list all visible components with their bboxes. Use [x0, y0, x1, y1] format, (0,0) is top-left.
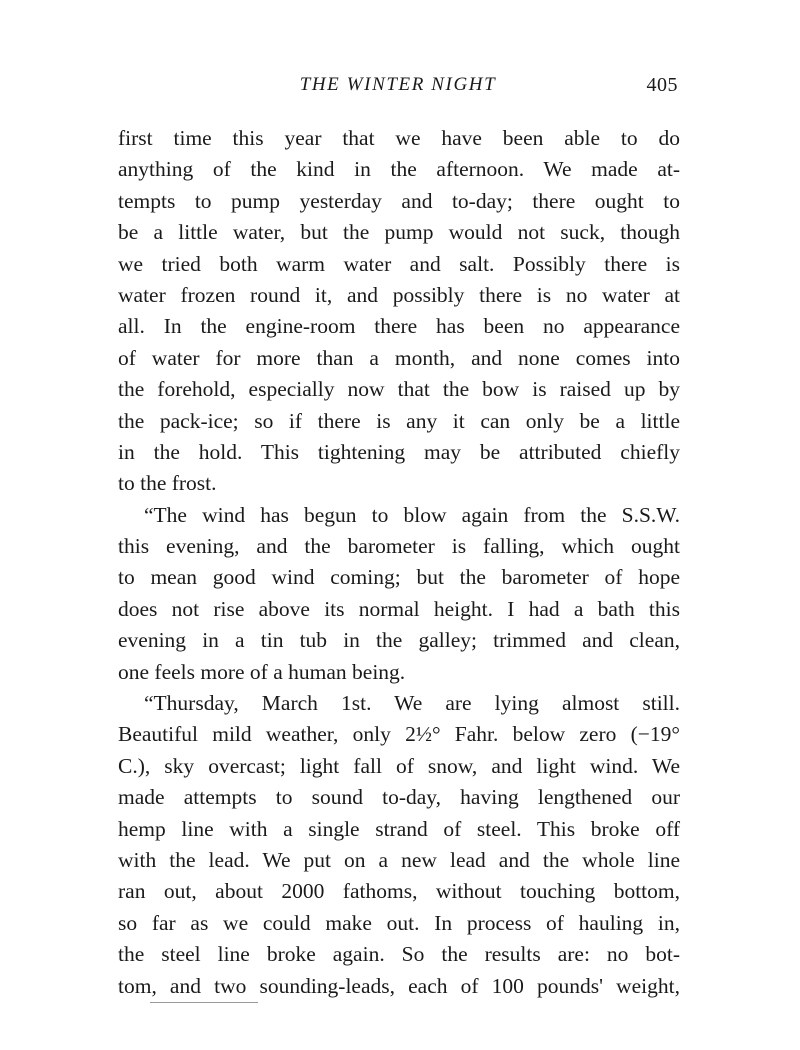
text-line: to the frost. [118, 471, 217, 496]
text-line: “Thursday, March 1st. We are lying almost still. [144, 691, 680, 716]
running-title: THE WINTER NIGHT [299, 74, 497, 95]
page-number: 405 [646, 74, 678, 96]
text-line: to mean good wind coming; but the barometer of hope [118, 565, 680, 590]
text-line: C.), sky overcast; light fall of snow, and light wind. We [118, 753, 680, 778]
text-line: does not rise above its normal height. I had a bath this [118, 596, 680, 621]
text-line: made attempts to sound to-day, having lengthened our [118, 785, 680, 810]
text-line: one feels more of a human being. [118, 659, 406, 684]
text-line: ran out, about 2000 fathoms, without touching bottom, [118, 879, 680, 904]
text-line: in the hold. This tightening may be attributed chiefly [118, 439, 680, 464]
text-line: tom, and two sounding-leads, each of 100 pounds' weight, [118, 973, 680, 998]
text-line: anything of the kind in the afternoon. We made at- [118, 157, 680, 182]
body-text [118, 123, 680, 1002]
text-line: so far as we could make out. In process of hauling in, [118, 910, 680, 935]
text-line: with the lead. We put on a new lead and the whole line [118, 847, 680, 872]
text-line: this evening, and the barometer is falling, which ought [118, 534, 680, 559]
text-line: water frozen round it, and possibly there is no water at [118, 282, 680, 307]
text-line: we tried both warm water and salt. Possibly there is [118, 251, 680, 276]
text-line: hemp line with a single strand of steel. This broke off [118, 816, 680, 841]
text-line: all. In the engine-room there has been no appearance [118, 314, 680, 339]
text-line: be a little water, but the pump would not suck, though [118, 220, 680, 245]
text-line: Beautiful mild weather, only 2½° Fahr. below zero (−19° [118, 722, 680, 747]
footer-rule [150, 1002, 258, 1003]
running-head [118, 74, 678, 100]
text-line: first time this year that we have been able to do [118, 126, 680, 150]
text-line: of water for more than a month, and none comes into [118, 345, 680, 370]
text-line: the pack-ice; so if there is any it can only be a little [118, 408, 680, 433]
text-line: “The wind has begun to blow again from the S.S.W. [144, 502, 680, 527]
text-line: tempts to pump yesterday and to-day; there ought to [118, 188, 680, 213]
text-line: evening in a tin tub in the galley; trimmed and clean, [118, 628, 680, 653]
text-line: the forehold, especially now that the bow is raised up by [118, 377, 680, 402]
text-line: the steel line broke again. So the results are: no bot- [118, 942, 680, 967]
